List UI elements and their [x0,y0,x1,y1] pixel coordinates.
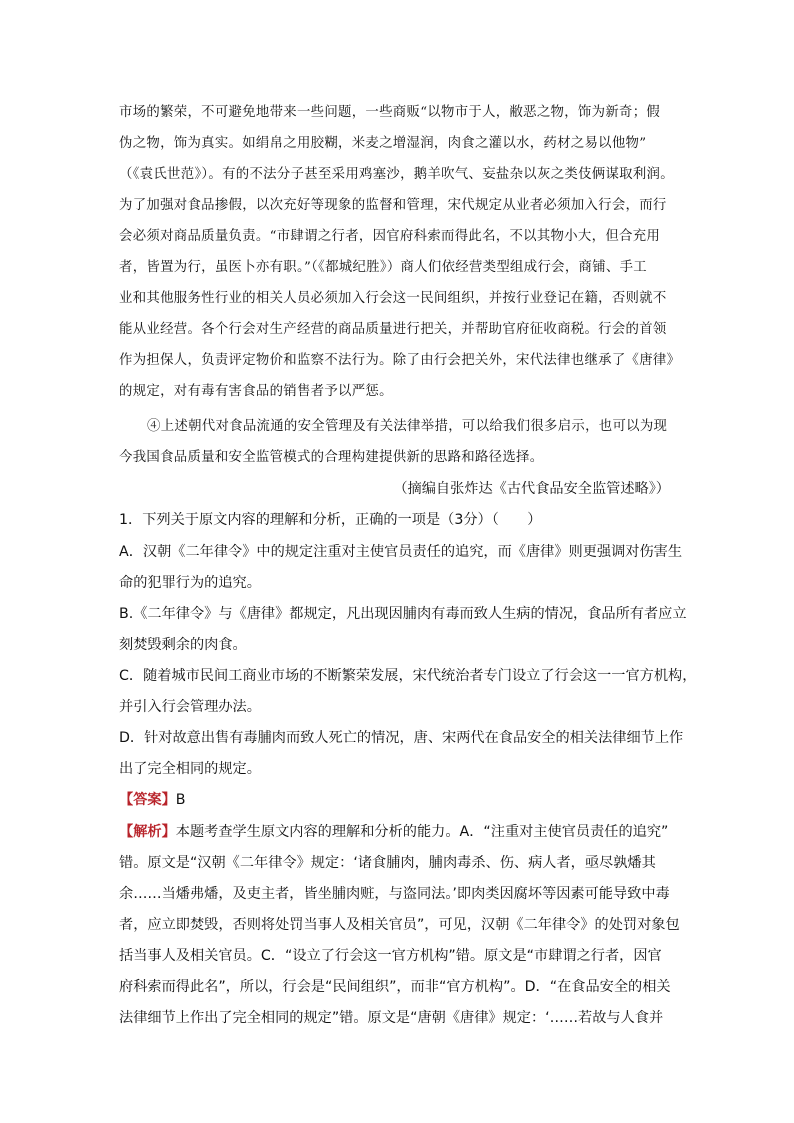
question-stem: 1．下列关于原文内容的理解和分析，正确的一项是（3分）（ ） [119,512,542,528]
answer-label: 【答案】 [119,792,176,808]
analysis-label: 【解析】 [119,824,176,840]
option-b-line-1: B.《二年律令》与《唐律》都规定，凡出现因脯肉有毒而致人生病的情况，食品所有者应立 [119,606,687,622]
paragraph-4-line-2: 今我国食品质量和安全监管模式的合理构建提供新的思路和路径选择。 [119,450,544,465]
answer-row [119,789,689,809]
option-b-line-2: 刻焚毁剩余的肉食。 [119,637,247,653]
option-d-line-2: 出了完全相同的规定。 [119,761,261,777]
answer-value: B [175,792,186,808]
passage-line-8: 能从业经营。各个行会对生产经营的商品质量进行把关，并帮助官府征收商税。行会的首领 [119,322,667,337]
passage-line-10: 的规定，对有毒有害食品的销售者予以严惩。 [119,384,393,399]
analysis-line-5: 括当事人及相关官员。C．“设立了行会这一官方机构”错。原文是“市肆谓之行者，因官 [119,948,662,964]
option-c-line-2: 并引入行会管理办法。 [119,699,261,715]
passage-line-6: 者，皆置为行，虽医卜亦有职。”（《都城纪胜》）商人们依经营类型组成行会，商铺、手工 [119,260,647,275]
passage-line-1: 市场的繁荣，不可避免地带来一些问题，一些商贩“以物市于人，敝恶之物，饰为新奇；假 [119,105,661,120]
source-attribution: （摘编自张炸达《古代食品安全监管述略》） [393,481,670,497]
analysis-line-6: 府科索而得此名”，所以，行会是“民间组织”，而非“官方机构”。D．“在食品安全的相关 [119,979,671,995]
analysis-line-2: 错。原文是“汉朝《二年律令》规定：‘诸食脯肉，脯肉毒杀、伤、病人者，亟尽孰燔其 [119,855,656,871]
passage-line-4: 为了加强对食品掺假，以次充好等现象的监督和管理，宋代规定从业者必须加入行会，而行 [119,198,667,213]
option-d-line-1: D．针对故意出售有毒脯肉而致人死亡的情况，唐、宋两代在食品安全的相关法律细节上作 [119,730,684,746]
analysis-text-1: 本题考查学生原文内容的理解和分析的能力。A．“注重对主使官员责任的追究” [175,824,669,840]
option-a-line-1: A．汉朝《二年律令》中的规定注重对主使官员责任的追究，而《唐律》则更强调对伤害生 [119,544,683,560]
analysis-line-7: 法律细节上作出了完全相同的规定”错。原文是“唐朝《唐律》规定：‘……若故与人食并 [119,1010,664,1026]
passage-line-2: 伪之物，饰为真实。如绢帛之用胶糊，米麦之增湿润，肉食之灌以水，药材之易以他物” [119,136,647,151]
passage-line-3: （《袁氏世范》）。有的不法分子甚至采用鸡塞沙，鹅羊吹气、妄盐杂以灰之类伎俩谋取利润。 [119,167,674,182]
passage-line-9: 作为担保人，负责评定物价和监察不法行为。除了由行会把关外，宋代法律也继承了《唐律》 [119,353,681,368]
analysis-line-4: 者，应立即焚毁，否则将处罚当事人及相关官员”，可见，汉朝《二年律令》的处罚对象包 [119,917,680,933]
passage-line-7: 业和其他服务性行业的相关人员必须加入行会这一民间组织，并按行业登记在籍，否则就不 [119,291,667,306]
analysis-line-1 [119,821,689,841]
option-a-line-2: 命的犯罪行为的追究。 [119,575,261,591]
passage-line-5: 会必须对商品质量负责。“市肆谓之行者，因官府科索而得此名，不以其物小大，但合充用 [119,229,661,244]
paragraph-4-line-1: ④上述朝代对食品流通的安全管理及有关法律举措，可以给我们很多启示，也可以为现 [147,419,668,434]
option-c-line-1: C．随着城市民间工商业市场的不断繁荣发展，宋代统治者专门设立了行会这一一官方机构， [119,668,697,684]
analysis-line-3: 余……当燔弗燔，及吏主者，皆坐脯肉赃，与盗同法。’即肉类因腐坏等因素可能导致中毒 [119,886,670,902]
